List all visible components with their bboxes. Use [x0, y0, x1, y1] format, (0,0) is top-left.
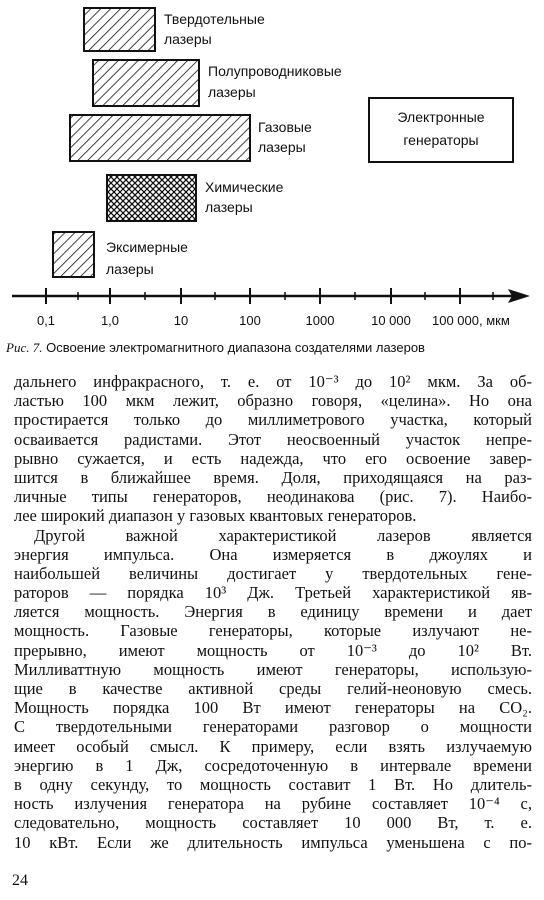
text-line: ляется мощность. Энергия в единицу времени и дает [14, 602, 532, 622]
axis-tick-label: 1000 [305, 313, 335, 328]
text-line: раторов — порядка 10³ Дж. Третьей характеристикой яв- [14, 583, 532, 603]
bar-label: Химические [205, 179, 284, 195]
text-line: имеет особый смысл. К примеру, если взять излучаемую [14, 736, 532, 756]
text-line: ность излучения генератора на рубине составляет 10⁻⁴ с, [14, 794, 532, 814]
bar-label: лазеры [164, 31, 212, 47]
bar-excimer [53, 232, 94, 277]
bar-semiconductor [93, 60, 199, 106]
axis-tick-label: 10 [173, 313, 189, 328]
axis-tick-label: 0,1 [36, 313, 56, 328]
text-line: Милливаттную мощность имеют генераторы, использую- [14, 659, 532, 679]
text-line: мощность. Газовые генераторы, которые излучают не- [14, 621, 532, 641]
text-line: в одну секунду, то мощность составит 1 Вт. Но длитель- [14, 774, 532, 794]
text-line: личные типы генераторов, неодинакова (рис. 7). Наибо- [14, 487, 532, 507]
axis-tick-label: 10 000 [371, 313, 411, 328]
bar-label: Эксимерные [106, 239, 188, 255]
text-line: Другой важной характеристикой лазеров является [34, 525, 532, 545]
text-line: рывно сужается, и есть надежда, что его освоение завер- [14, 448, 532, 468]
bar-label: лазеры [106, 261, 154, 277]
axis-tick-label: 100 000, мкм [432, 313, 510, 328]
bar-label: лазеры [208, 84, 256, 100]
bar-label: Твердотельные [164, 11, 265, 27]
text-line: дальнего инфракрасного, т. е. от 10⁻³ до 10² мкм. За об- [14, 372, 532, 391]
text-line: энергию в 1 Дж, сосредоточенную в интервале времени [14, 755, 532, 775]
bar-label: лазеры [258, 139, 306, 155]
bar-label: лазеры [205, 199, 253, 215]
bar-solid-state [84, 8, 155, 51]
text-line: осваивается радистами. Этот неосвоенный участок непре- [14, 429, 532, 449]
text-line: простирается только до миллиметрового участка, который [14, 410, 532, 430]
paragraph [14, 372, 532, 526]
electronic-generators-box [369, 98, 513, 162]
bar-chemical [107, 175, 196, 221]
bar-label: Полупроводниковые [208, 63, 342, 79]
bar-gas [70, 115, 250, 161]
text-line: наибольшей величины достигает у твердотельных гене- [14, 563, 532, 583]
caption-text: Освоение электромагнитного диапазона создателями лазеров [46, 340, 425, 355]
paragraph [14, 526, 532, 852]
bar-label: Газовые [258, 119, 312, 135]
box-label: Электронные [397, 109, 485, 125]
text-line: прерывно, имеют мощность от 10⁻³ до 10² Вт. [14, 640, 532, 660]
text-line: С твердотельными генераторами разговор о мощности [14, 717, 532, 737]
axis-tick-label: 100 [239, 313, 261, 328]
figure-caption [6, 340, 536, 356]
text-line: энергия импульса. Она измеряется в джоулях и [14, 544, 532, 564]
axis-tick-label: 1,0 [100, 313, 120, 328]
box-label: генераторы [403, 132, 479, 148]
page-number: 24 [12, 872, 28, 889]
text-line: ластью 100 мкм лежит, образно говоря, «целина». Но она [14, 391, 532, 411]
text-line: щие в качестве активной среды гелий-неоновую смесь. [14, 679, 532, 698]
body-text [14, 372, 532, 852]
text-line: шится в ближайшее время. Доля, приходящаяся на раз- [14, 467, 532, 487]
laser-range-diagram [0, 0, 544, 336]
caption-prefix: Рис. 7. [6, 340, 43, 355]
text-line: лее широкий диапазон у газовых квантовых генераторов. [14, 506, 417, 526]
text-line: Мощность порядка 100 Вт имеют генераторы на CO₂. [14, 698, 532, 718]
text-line: следовательно, мощность составляет 10 000 Вт, т. е. [14, 813, 532, 833]
text-line: 10 кВт. Если же длительность импульса уменьшена с по- [14, 832, 532, 852]
